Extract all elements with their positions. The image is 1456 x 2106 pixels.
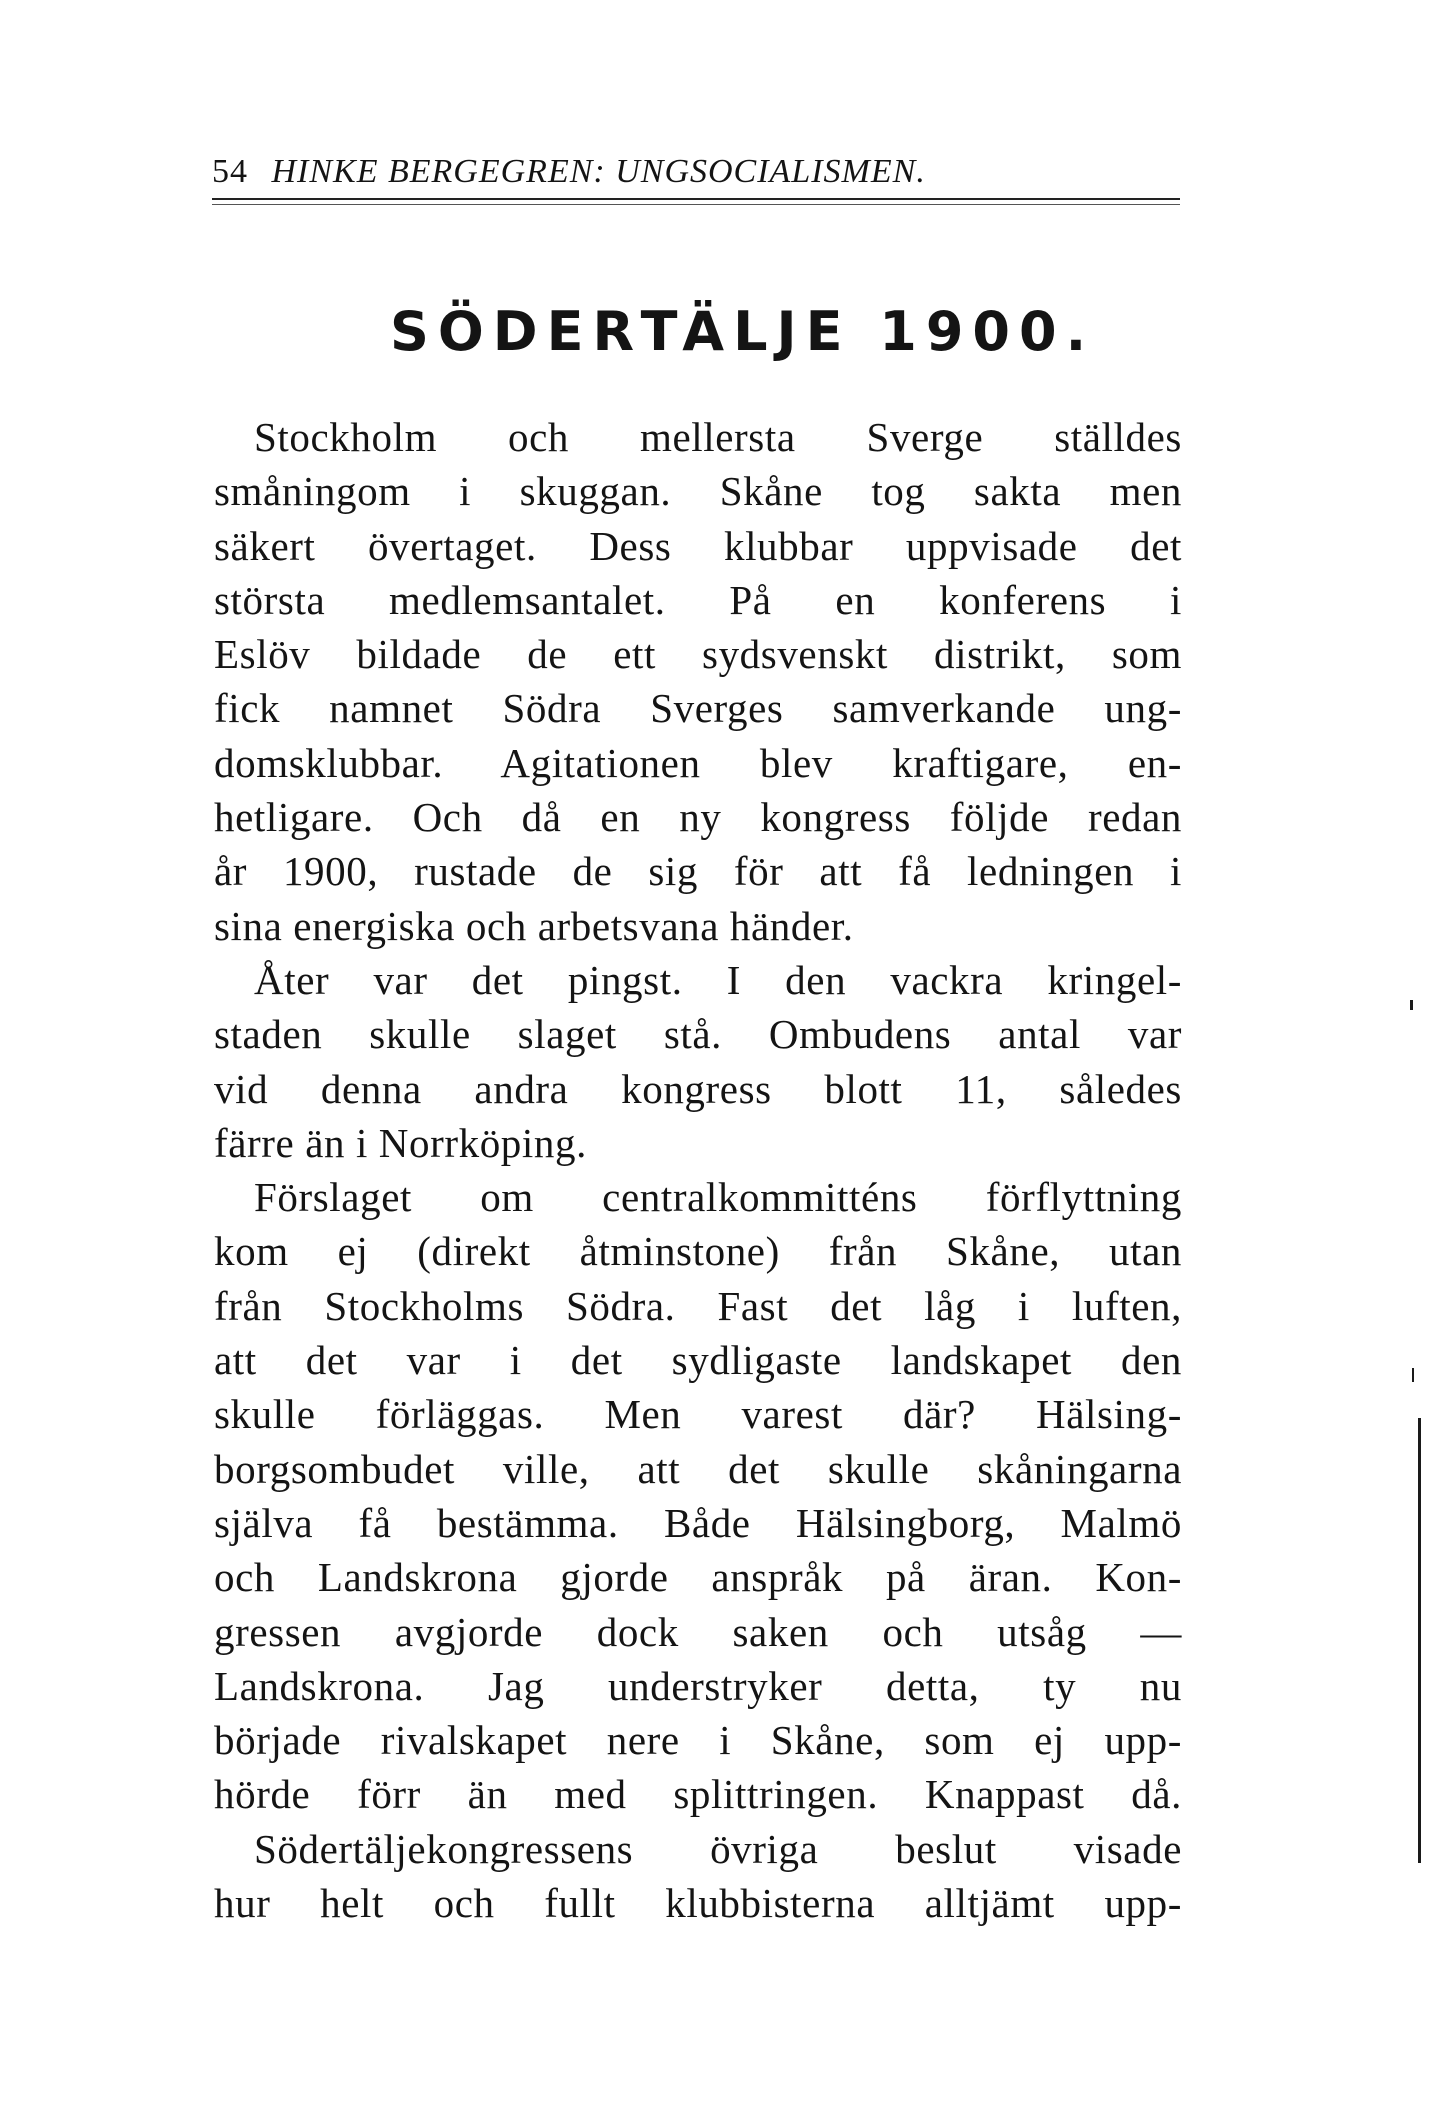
text-line: hur helt och fullt klubbisterna alltjämt upp-: [214, 1880, 1182, 1927]
text-line: och Landskrona gjorde anspråk på äran. Kon-: [214, 1554, 1182, 1601]
text-line: sina energiska och arbetsvana händer.: [214, 902, 854, 949]
text-line: själva få bestämma. Både Hälsingborg, Malmö: [214, 1499, 1182, 1546]
margin-mark: [1410, 1000, 1413, 1010]
text-line: gressen avgjorde dock saken och utsåg —: [214, 1608, 1182, 1655]
text-line: säkert övertaget. Dess klubbar uppvisade det: [214, 522, 1182, 569]
text-line: största medlemsantalet. På en konferens i: [214, 576, 1182, 623]
text-line: hörde förr än med splittringen. Knappast då.: [214, 1771, 1182, 1818]
margin-mark: [1412, 1368, 1414, 1382]
text-line: Eslöv bildade de ett sydsvenskt distrikt, som: [214, 631, 1182, 678]
text-line: Södertäljekongressens övriga beslut visade: [254, 1825, 1182, 1872]
text-line: från Stockholms Södra. Fast det låg i luften,: [214, 1282, 1182, 1329]
chapter-title: SÖDERTÄLJE 1900.: [390, 300, 1096, 363]
margin-rule-mark: [1418, 1418, 1421, 1863]
text-line: började rivalskapet nere i Skåne, som ej upp-: [214, 1717, 1182, 1764]
text-line: kom ej (direkt åtminstone) från Skåne, utan: [214, 1228, 1182, 1275]
header-rule: [212, 198, 1180, 200]
text-line: skulle förläggas. Men varest där? Hälsing-: [214, 1391, 1182, 1438]
text-line: Stockholm och mellersta Sverge ställdes: [254, 414, 1182, 460]
text-line: fick namnet Södra Sverges samverkande ung-: [214, 685, 1182, 732]
text-line: borgsombudet ville, att det skulle skåningarna: [214, 1445, 1182, 1492]
text-line: färre än i Norrköping.: [214, 1119, 587, 1166]
header-rule-thin: [212, 204, 1180, 205]
body-text: [214, 410, 1182, 1930]
page-number: 54: [212, 153, 248, 190]
text-line: att det var i det sydligaste landskapet den: [214, 1337, 1182, 1384]
text-line: staden skulle slaget stå. Ombudens antal var: [214, 1011, 1182, 1058]
running-head-title: HINKE BERGEGREN: UNGSOCIALISMEN.: [271, 153, 926, 190]
text-line: vid denna andra kongress blott 11, således: [214, 1065, 1182, 1112]
text-line: Åter var det pingst. I den vackra kringel-: [254, 956, 1182, 1003]
text-line: småningom i skuggan. Skåne tog sakta men: [214, 468, 1182, 515]
text-line: år 1900, rustade de sig för att få ledningen i: [214, 848, 1182, 895]
text-line: domsklubbar. Agitationen blev kraftigare, en-: [214, 739, 1182, 786]
running-head: [212, 148, 1172, 196]
text-line: Förslaget om centralkommitténs förflyttning: [254, 1174, 1182, 1221]
text-line: Landskrona. Jag understryker detta, ty nu: [214, 1662, 1182, 1709]
text-line: hetligare. Och då en ny kongress följde redan: [214, 794, 1182, 841]
